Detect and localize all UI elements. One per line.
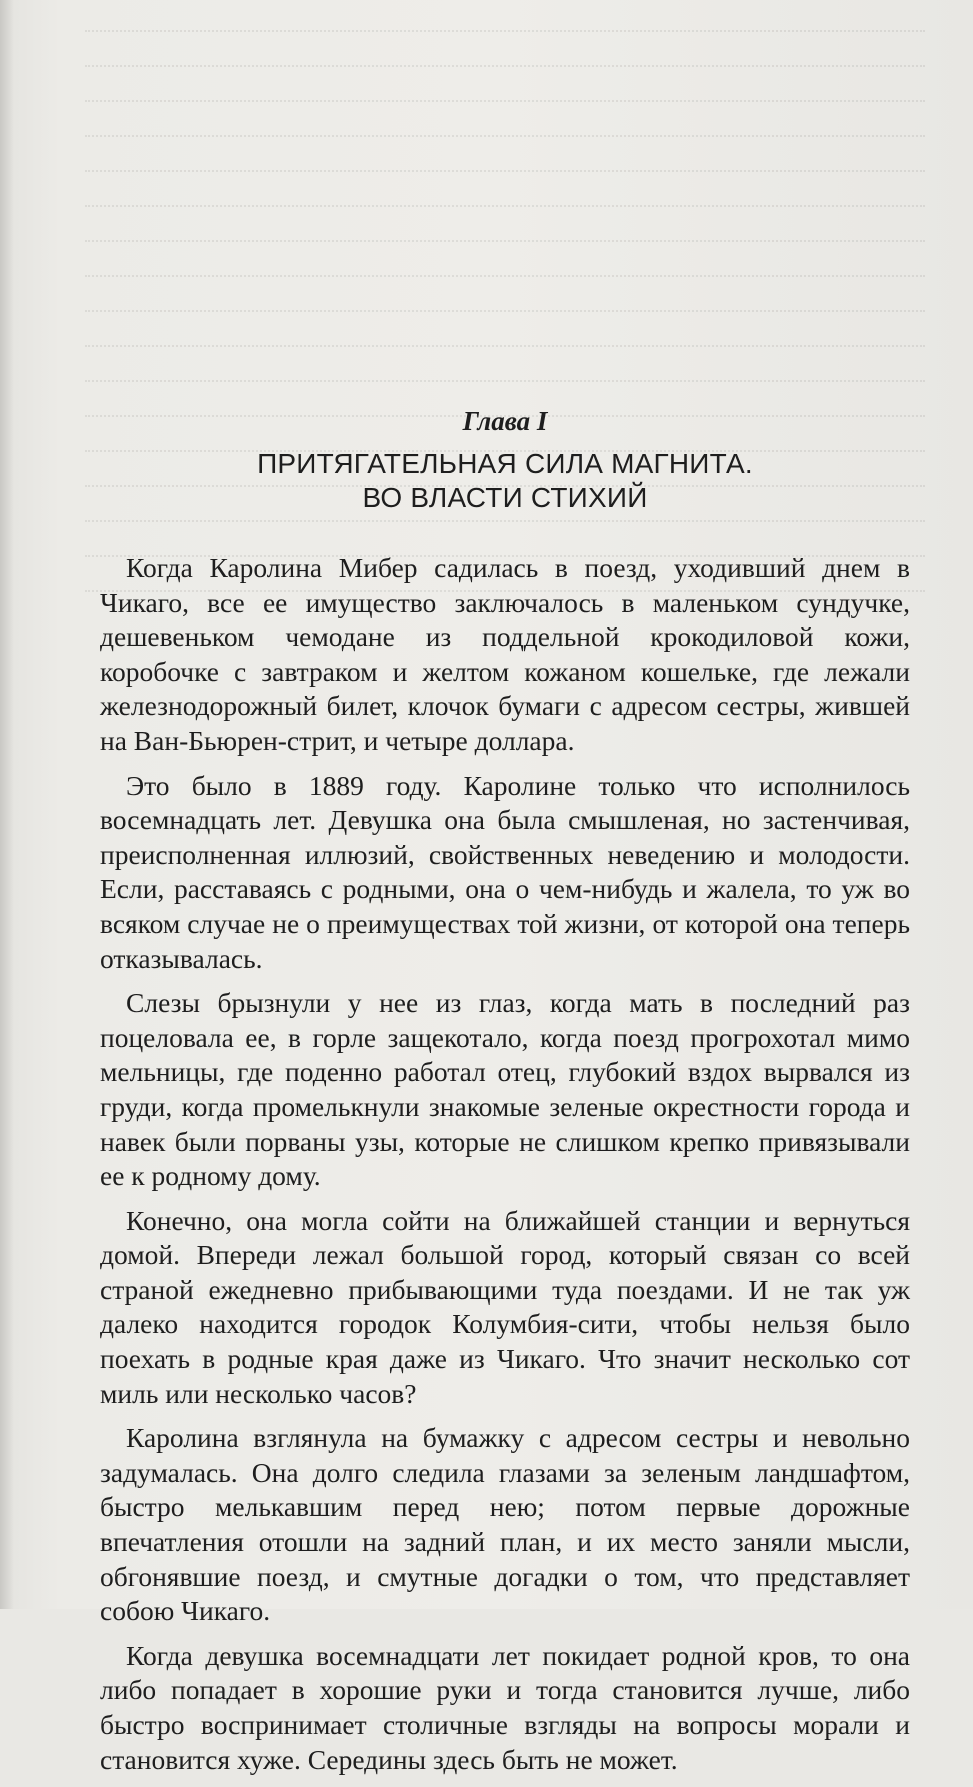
paragraph: Это было в 1889 году. Каролине только что исполнилось восемнадцать лет. Девушка она была смышленая, но застенчивая, преисполненная иллюзий, свойственных неведению и молодости. Если, расставаясь с родными, она о чем-нибудь и жалела, то уж во всяком случае не о преимуществах той жизни, от которой она теперь отказывалась. (100, 769, 910, 974)
chapter-title-line-1: ПРИТЯГАТЕЛЬНАЯ СИЛА МАГНИТА. (257, 448, 753, 479)
paragraph: Слезы брызнули у нее из глаз, когда мать в последний раз поцеловала ее, в горле защекотало, когда поезд прогрохотал мимо мельницы, где поденно работал отец, глубокий вздох вырвался из груди, когда промелькнули знакомые зеленые окрестности города и навек были порваны узы, которые не слишком крепко привязывали ее к родному дому. (100, 987, 910, 1192)
chapter-title (100, 447, 910, 515)
paragraph: Каролина взглянула на бумажку с адресом сестры и невольно задумалась. Она долго следила глазами за зеленым ландшафтом, быстро мелькавшим перед нею; потом первые дорожные впечатления отошли на задний план, и их место заняли мысли, обгонявшие поезд, и смутные догадки о том, что представляет собою Чикаго. (100, 1422, 910, 1627)
chapter-title-line-2: ВО ВЛАСТИ СТИХИЙ (362, 482, 648, 513)
paragraph: Когда Каролина Мибер садилась в поезд, уходивший днем в Чикаго, все ее имущество заключалось в маленьком сундучке, дешевеньком чемодане из поддельной крокодиловой кожи, коробочке с завтраком и желтом кожаном кошельке, где лежали железнодорожный билет, клочок бумаги с адресом сестры, жившей на Ван-Бьюрен-стрит, и четыре доллара. (100, 552, 910, 756)
paragraph: Когда девушка восемнадцати лет покидает родной кров, то она либо попадает в хорошие руки и тогда становится лучше, либо быстро воспринимает столичные взгляды на вопросы морали и становится хуже. Середины здесь быть не может. (100, 1639, 910, 1775)
paragraph: Конечно, она могла сойти на ближайшей станции и вернуться домой. Впереди лежал большой город, который связан со всей страной ежедневно прибывающими туда поездами. И не так уж далеко находится городок Колумбия-сити, чтобы нельзя было поехать в родные края даже из Чикаго. Что значит несколько сот миль или несколько часов? (100, 1204, 910, 1409)
page-gutter-shadow (0, 0, 14, 1609)
chapter-content (100, 405, 910, 1787)
chapter-label: Глава I (462, 406, 548, 436)
